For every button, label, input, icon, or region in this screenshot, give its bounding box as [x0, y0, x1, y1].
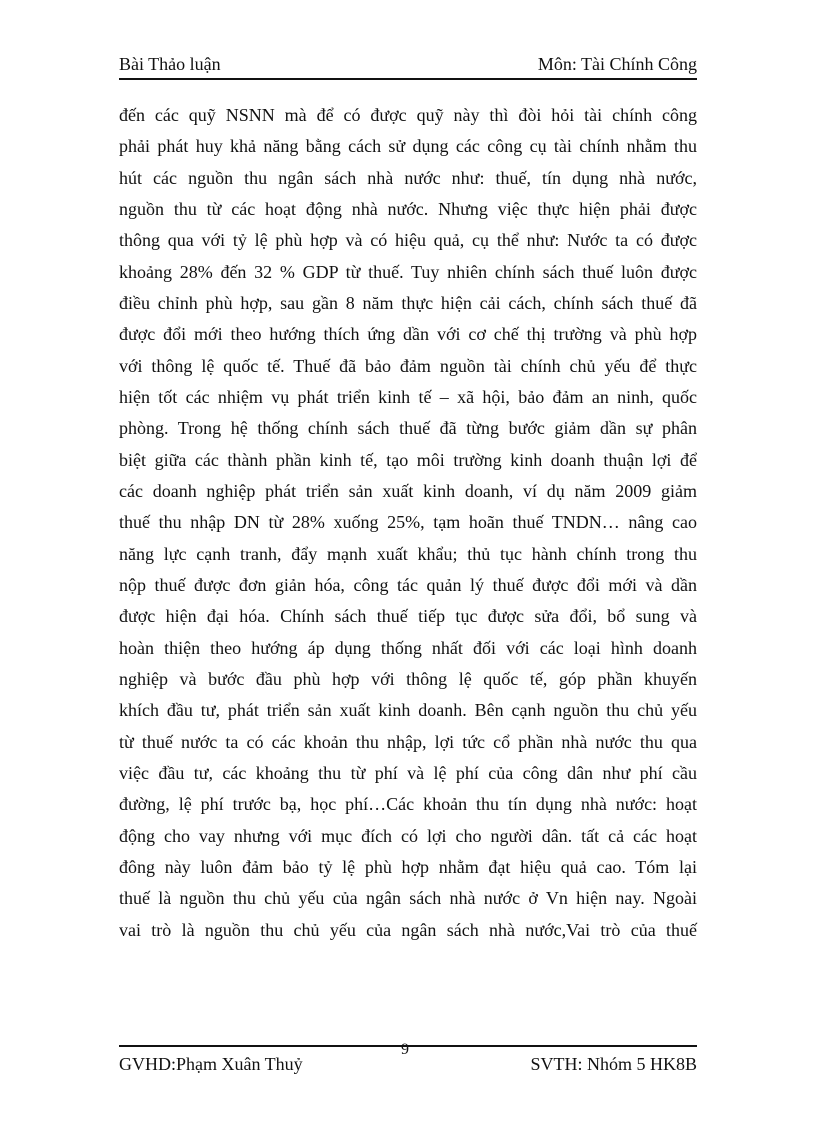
body-line: nộp thuế được đơn giản hóa, công tác quản lý thuế được đổi mới và dần [119, 574, 697, 595]
body-line: thuế thu nhập DN từ 28% xuống 25%, tạm hoãn thuế TNDN… nâng cao [119, 512, 697, 533]
body-line: khích đầu tư, phát triển sản xuất kinh doanh. Bên cạnh nguồn thu chủ yếu [119, 700, 697, 721]
body-line: đông này luôn đảm bảo tỷ lệ phù hợp nhằm đạt hiệu quả cao. Tóm lại [119, 856, 697, 877]
footer-group: SVTH: Nhóm 5 HK8B [530, 1054, 697, 1074]
page-number: 9 [401, 1041, 409, 1058]
page-header [119, 50, 697, 80]
body-line: đường, lệ phí trước bạ, học phí…Các khoản thu tín dụng nhà nước: hoạt [119, 794, 697, 815]
page-footer [119, 1041, 697, 1079]
body-line: khoảng 28% đến 32 % GDP từ thuế. Tuy nhiên chính sách thuế luôn được [119, 261, 697, 282]
body-line: được đổi mới theo hướng thích ứng dần với cơ chế thị trường và phù hợp [119, 324, 697, 345]
footer-instructor: GVHD:Phạm Xuân Thuỷ [119, 1054, 303, 1074]
body-line: nghiệp và bước đầu phù hợp với thông lệ quốc tế, góp phần khuyến [119, 668, 697, 689]
body-line: năng lực cạnh tranh, đẩy mạnh xuất khẩu; thủ tục hành chính trong thu [119, 543, 697, 564]
header-course-type: Bài Thảo luận [119, 54, 221, 74]
body-line: hút các nguồn thu ngân sách nhà nước như: thuế, tín dụng nhà nước, [119, 167, 697, 188]
body-line: các doanh nghiệp phát triển sản xuất kinh doanh, ví dụ năm 2009 giảm [119, 480, 697, 501]
body-line: phòng. Trong hệ thống chính sách thuế đã từng bước giảm dần sự phân [119, 418, 697, 439]
body-line: đến các quỹ NSNN mà để có được quỹ này thì đòi hỏi tài chính công [119, 105, 697, 125]
body-line: thông qua với tỷ lệ phù hợp và có hiệu quả, cụ thể như: Nước ta có được [119, 230, 697, 251]
body-line: việc đầu tư, các khoảng thu từ phí và lệ phí của công dân như phí cầu [119, 762, 697, 783]
body-line: điều chỉnh phù hợp, sau gần 8 năm thực hiện cải cách, chính sách thuế đã [119, 292, 697, 313]
body-line: từ thuế nước ta có các khoản thu nhập, lợi tức cổ phần nhà nước thu qua [119, 731, 697, 752]
body-line: thuế là nguồn thu chủ yếu của ngân sách nhà nước ở Vn hiện nay. Ngoài [119, 888, 697, 909]
body-line: vai trò là nguồn thu chủ yếu của ngân sách nhà nước,Vai trò của thuế [119, 919, 697, 940]
body-line: biệt giữa các thành phần kinh tế, tạo môi trường kinh doanh thuận lợi để [119, 449, 697, 470]
body-line: phải phát huy khả năng bằng cách sử dụng các công cụ tài chính nhằm thu [119, 136, 697, 157]
body-line: hiện tốt các nhiệm vụ phát triển kinh tế – xã hội, bảo đảm an ninh, quốc [119, 386, 697, 407]
header-subject: Môn: Tài Chính Công [537, 54, 697, 74]
body-paragraph [119, 100, 697, 946]
body-line: nguồn thu từ các hoạt động nhà nước. Nhưng việc thực hiện phải được [119, 198, 697, 219]
body-line: được hiện đại hóa. Chính sách thuế tiếp tục được sửa đổi, bổ sung và [119, 606, 697, 627]
body-line: động cho vay nhưng với mục đích có lợi cho người dân. tất cả các hoạt [119, 825, 697, 846]
body-line: với thông lệ quốc tế. Thuế đã bảo đảm nguồn tài chính chủ yếu để thực [119, 355, 697, 376]
body-line: hoàn thiện theo hướng áp dụng thống nhất đối với các loại hình doanh [119, 637, 697, 658]
